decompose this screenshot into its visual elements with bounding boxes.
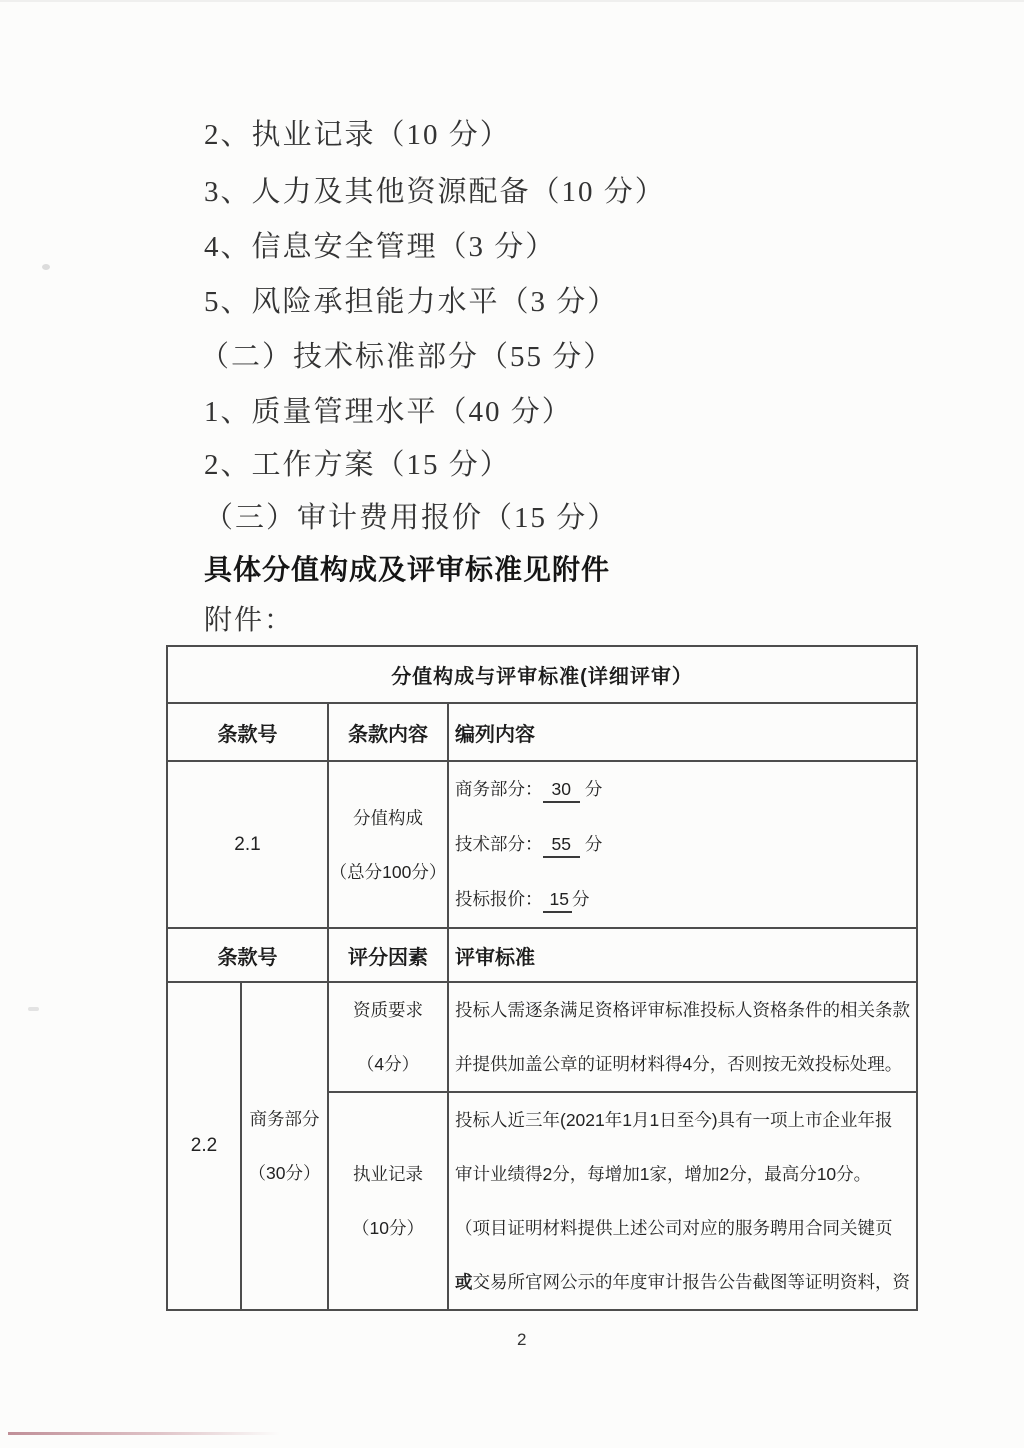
clause-content-line: （总分100分）	[329, 861, 447, 882]
clause-content-cell	[328, 761, 448, 928]
criteria-line: 审计业绩得2分，每增加1家，增加2分，最高分10分。	[455, 1164, 872, 1184]
factor-line: （4分）	[356, 1054, 420, 1074]
score-item-value: 30	[543, 777, 580, 803]
score-item-label: 投标报价：	[455, 889, 543, 909]
table-header-row	[167, 703, 917, 761]
outline-section: （二）技术标准部分（55 分）	[200, 341, 615, 373]
criteria-cell	[448, 1092, 917, 1310]
outline-item: 2、执业记录（10 分）	[204, 119, 511, 151]
outline-item: 4、信息安全管理（3 分）	[204, 231, 557, 263]
group-cell	[241, 982, 328, 1310]
table-title-row	[167, 646, 917, 703]
score-item-value: 15	[543, 887, 572, 913]
criteria-line	[455, 1255, 916, 1309]
scan-edge-artifact	[0, 0, 1024, 2]
header-clause-content: 条款内容	[328, 703, 448, 761]
table-header-row	[167, 928, 917, 982]
attachment-label: 附件：	[204, 605, 295, 636]
header-clause-no: 条款号	[167, 928, 328, 982]
header-criteria: 评审标准	[448, 928, 917, 982]
outline-item: 3、人力及其他资源配备（10 分）	[204, 176, 666, 208]
clause-number: 2.2	[167, 982, 241, 1310]
score-item	[455, 762, 916, 817]
score-item-value: 55	[543, 832, 580, 858]
outline-section: （三）审计费用报价（15 分）	[204, 502, 619, 534]
criteria-line: 投标人需逐条满足资格评审标准投标人资格条件的相关条款	[455, 1000, 910, 1020]
outline-item: 5、风险承担能力水平（3 分）	[204, 286, 619, 318]
criteria-bold-segment: 或	[455, 1272, 473, 1292]
score-item-unit: 分	[584, 834, 603, 854]
page-number: 2	[517, 1330, 527, 1349]
criteria-line: 投标人近三年(2021年1月1日至今)具有一项上市企业年报	[455, 1110, 893, 1130]
scan-artifact	[8, 1432, 280, 1435]
outline-item: 2、工作方案（15 分）	[204, 449, 511, 481]
header-clause-no: 条款号	[167, 703, 328, 761]
emphasis-note: 具体分值构成及评审标准见附件	[204, 554, 611, 585]
group-line: （30分）	[248, 1163, 321, 1183]
outline-item: 1、质量管理水平（40 分）	[204, 396, 573, 428]
table-row-2-2-qualification	[167, 982, 917, 1092]
criteria-cell	[448, 982, 917, 1092]
group-line: 商务部分	[249, 1109, 320, 1129]
header-factor: 评分因素	[328, 928, 448, 982]
factor-line: （10分）	[352, 1218, 424, 1238]
score-breakdown-cell	[448, 761, 917, 928]
header-arrangement: 编列内容	[448, 703, 917, 761]
scan-artifact	[28, 1007, 39, 1011]
score-item	[455, 817, 916, 872]
factor-line: 执业记录	[353, 1164, 423, 1184]
table-row-2-1	[167, 761, 917, 928]
factor-cell	[328, 982, 448, 1092]
clause-number: 2.1	[167, 761, 328, 928]
score-item-label: 技术部分：	[455, 834, 543, 854]
score-table	[166, 645, 918, 1311]
criteria-line: 并提供加盖公章的证明材料得4分，否则按无效投标处理。	[455, 1054, 903, 1074]
score-item	[455, 872, 916, 927]
score-item-unit: 分	[584, 779, 603, 799]
factor-cell	[328, 1092, 448, 1310]
table-title: 分值构成与评审标准(详细评审）	[167, 646, 917, 703]
criteria-line-rest: 交易所官网公示的年度审计报告公告截图等证明资料，资	[472, 1272, 910, 1292]
score-item-label: 商务部分：	[455, 779, 543, 799]
factor-line: 资质要求	[353, 1000, 423, 1020]
clause-content-line: 分值构成	[353, 807, 423, 828]
criteria-line: （项目证明材料提供上述公司对应的服务聘用合同关键页	[455, 1218, 893, 1238]
score-item-unit: 分	[571, 889, 590, 909]
scan-artifact	[42, 264, 50, 270]
